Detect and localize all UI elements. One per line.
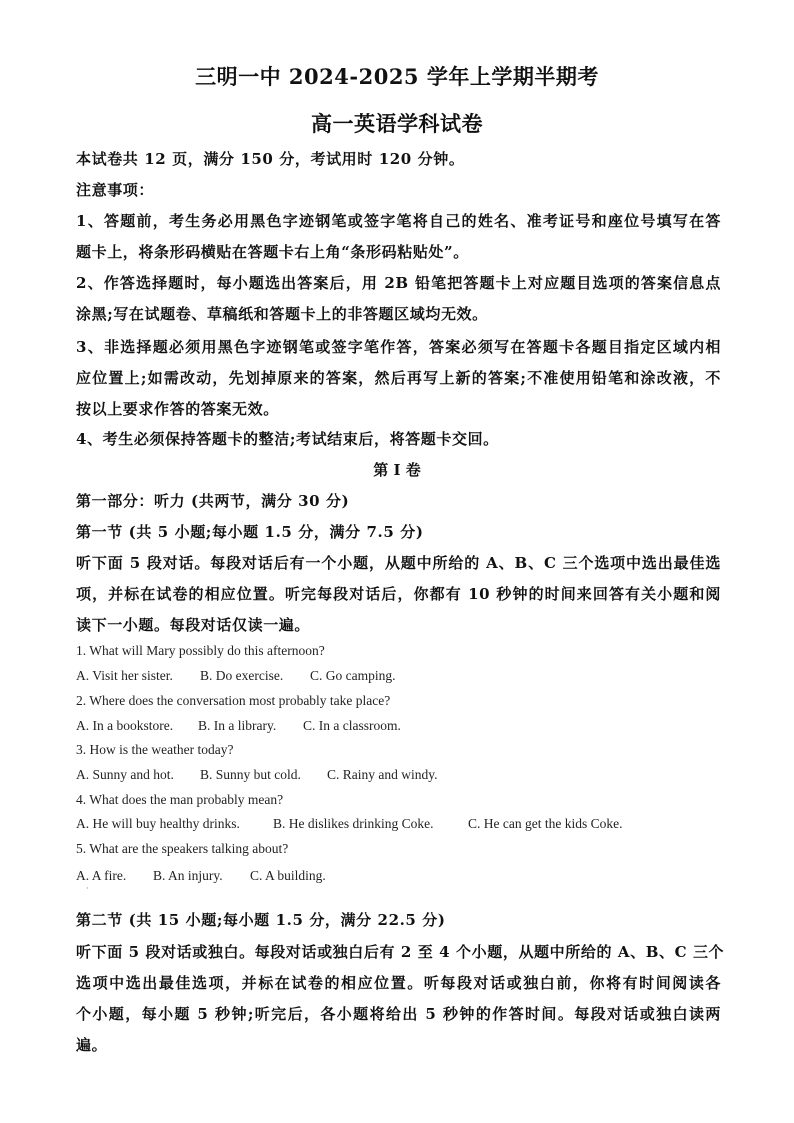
question-3: 3. How is the weather today? — [76, 742, 234, 757]
notice-item-3-line-2: 应位置上;如需改动，先划掉原来的答案，然后再写上新的答案;不准使用铅笔和涂改液，不 — [76, 369, 721, 387]
section1-heading: 第一节 (共 5 小题;每小题 1.5 分，满分 7.5 分) — [76, 523, 424, 541]
notice-item-3-line-1: 3、非选择题必须用黑色字迹钢笔或签字笔作答，答案必须写在答题卡各题目指定区域内相 — [76, 338, 721, 356]
option-c: C. Go camping. — [310, 668, 396, 683]
volume-label: 第 I 卷 — [373, 461, 421, 479]
question-5: 5. What are the speakers talking about? — [76, 841, 289, 856]
option-c: C. In a classroom. — [303, 718, 401, 733]
option-a: A. A fire. — [76, 868, 127, 883]
exam-title: 三明一中 2024-2025 学年上学期半期考 — [195, 64, 599, 89]
exam-subtitle: 高一英语学科试卷 — [311, 111, 483, 136]
option-a: A. Sunny and hot. — [76, 767, 174, 782]
section2-heading: 第二节 (共 15 小题;每小题 1.5 分，满分 22.5 分) — [76, 911, 446, 929]
option-a: A. Visit her sister. — [76, 668, 173, 683]
stray-mark: · — [86, 884, 89, 893]
notice-item-1-line-1: 1、答题前，考生务必用黑色字迹钢笔或签字笔将自己的姓名、准考证号和座位号填写在答 — [76, 212, 721, 230]
question-2: 2. Where does the conversation most probably take place? — [76, 693, 391, 708]
question-2-options — [76, 718, 401, 734]
part1-heading: 第一部分：听力 (共两节，满分 30 分) — [76, 492, 350, 510]
question-1-options — [76, 668, 396, 684]
option-c: C. A building. — [250, 868, 326, 883]
section1-instructions-line-1: 听下面 5 段对话。每段对话后有一个小题，从题中所给的 A、B、C 三个选项中选出最佳选 — [76, 554, 721, 572]
notice-item-2-line-2: 涂黑;写在试题卷、草稿纸和答题卡上的非答题区域均无效。 — [76, 305, 488, 323]
notice-item-2-line-1: 2、作答选择题时，每小题选出答案后，用 2B 铅笔把答题卡上对应题目选项的答案信息点 — [76, 274, 721, 292]
option-b: B. Sunny but cold. — [200, 767, 301, 782]
question-1: 1. What will Mary possibly do this afternoon? — [76, 643, 325, 658]
section2-instructions-line-3: 个小题，每小题 5 秒钟;听完后，各小题将给出 5 秒钟的作答时间。每段对话或独白读两 — [76, 1005, 721, 1023]
option-a: A. He will buy healthy drinks. — [76, 816, 240, 831]
section2-instructions-line-4: 遍。 — [76, 1036, 108, 1054]
question-3-options — [76, 767, 438, 783]
option-a: A. In a bookstore. — [76, 718, 174, 733]
option-b: B. An injury. — [153, 868, 223, 883]
notice-heading: 注意事项： — [76, 181, 155, 199]
option-b: B. Do exercise. — [200, 668, 284, 683]
question-5-options — [76, 868, 326, 884]
section1-instructions-line-3: 读下一小题。每段对话仅读一遍。 — [76, 616, 311, 634]
option-b: B. He dislikes drinking Coke. — [273, 816, 434, 831]
notice-item-4: 4、考生必须保持答题卡的整洁;考试结束后，将答题卡交回。 — [76, 430, 499, 448]
notice-item-3-line-3: 按以上要求作答的答案无效。 — [76, 400, 279, 418]
section2-instructions-line-2: 选项中选出最佳选项，并标在试卷的相应位置。听每段对话或独白前，你将有时间阅读各 — [76, 974, 721, 992]
exam-intro: 本试卷共 12 页，满分 150 分，考试用时 120 分钟。 — [76, 150, 465, 168]
question-4: 4. What does the man probably mean? — [76, 792, 284, 807]
question-4-options — [76, 816, 622, 832]
notice-item-1-line-2: 题卡上，将条形码横贴在答题卡右上角“条形码粘贴处”。 — [76, 243, 469, 261]
option-b: B. In a library. — [198, 718, 277, 733]
option-c: C. He can get the kids Coke. — [468, 816, 623, 831]
section1-instructions-line-2: 项，并标在试卷的相应位置。听完每段对话后，你都有 10 秒钟的时间来回答有关小题和阅 — [76, 585, 721, 603]
section2-instructions-line-1: 听下面 5 段对话或独白。每段对话或独白后有 2 至 4 个小题，从题中所给的 A、B、C 三个 — [76, 943, 725, 961]
option-c: C. Rainy and windy. — [327, 767, 438, 782]
